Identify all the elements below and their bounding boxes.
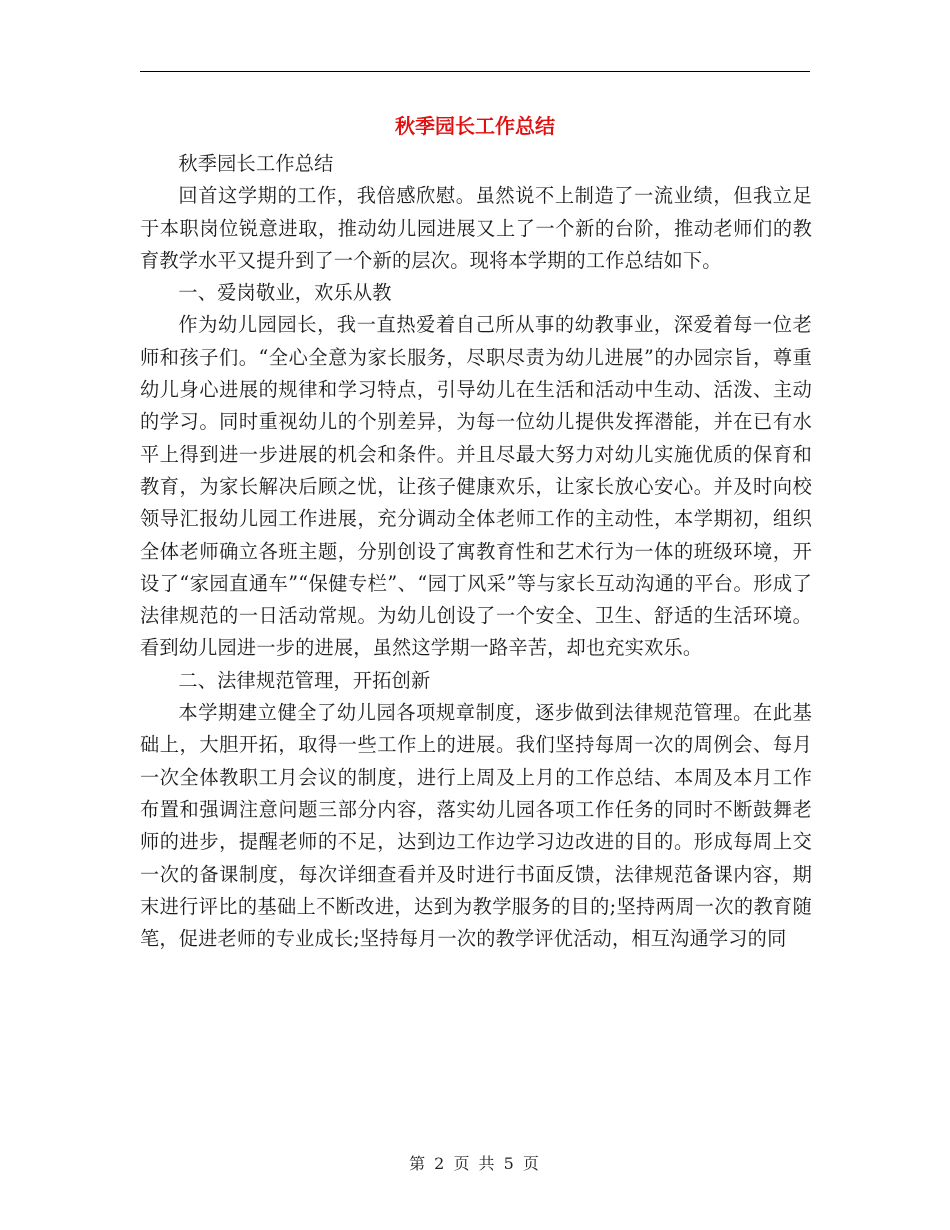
intro-paragraph: 回首这学期的工作，我倍感欣慰。虽然说不上制造了一流业绩，但我立足于本职岗位锐意进取，推动幼儿园进展又上了一个新的台阶，推动老师们的教育教学水平又提升到了一个新的层次。现将本学期的工作总结如下。	[140, 184, 812, 272]
section-heading-1: 一、爱岗敬业，欢乐从教	[178, 281, 392, 305]
body-subtitle: 秋季园长工作总结	[178, 152, 334, 175]
document-body	[140, 148, 812, 955]
section-heading-2: 二、法律规范管理，开拓创新	[178, 668, 431, 692]
section-2-paragraph: 本学期建立健全了幼儿园各项规章制度，逐步做到法律规范管理。在此基础上，大胆开拓，取得一些工作上的进展。我们坚持每周一次的周例会、每月一次全体教职工月会议的制度，进行上周及上月的工作总结、本周及本月工作布置和强调注意问题三部分内容，落实幼儿园各项工作任务的同时不断鼓舞老师的进步，提醒老师的不足，达到边工作边学习边改进的目的。形成每周上交一次的备课制度，每次详细查看并及时进行书面反馈，法律规范备课内容，期末进行评比的基础上不断改进，达到为教学服务的目的;坚持两周一次的教育随笔，促进老师的专业成长;坚持每月一次的教学评优活动，相互沟通学习的同	[140, 701, 812, 951]
section-1-paragraph: 作为幼儿园园长，我一直热爱着自己所从事的幼教事业，深爱着每一位老师和孩子们。“全心全意为家长服务，尽职尽责为幼儿进展”的办园宗旨，尊重幼儿身心进展的规律和学习特点，引导幼儿在生活和活动中生动、活泼、主动的学习。同时重视幼儿的个别差异，为每一位幼儿提供发挥潜能，并在已有水平上得到进一步进展的机会和条件。并且尽最大努力对幼儿实施优质的保育和教育，为家长解决后顾之忧，让孩子健康欢乐，让家长放心安心。并及时向校领导汇报幼儿园工作进展，充分调动全体老师工作的主动性，本学期初，组织全体老师确立各班主题，分别创设了寓教育性和艺术行为一体的班级环境，开设了“家园直通车”“保健专栏”、“园丁风采”等与家长互动沟通的平台。形成了法律规范的一日活动常规。为幼儿创设了一个安全、卫生、舒适的生活环境。看到幼儿园进一步的进展，虽然这学期一路辛苦，却也充实欢乐。	[140, 313, 812, 660]
page-number-footer: 第 2 页 共 5 页	[409, 1154, 541, 1173]
header-rule	[140, 71, 810, 72]
document-title: 秋季园长工作总结	[395, 114, 555, 138]
